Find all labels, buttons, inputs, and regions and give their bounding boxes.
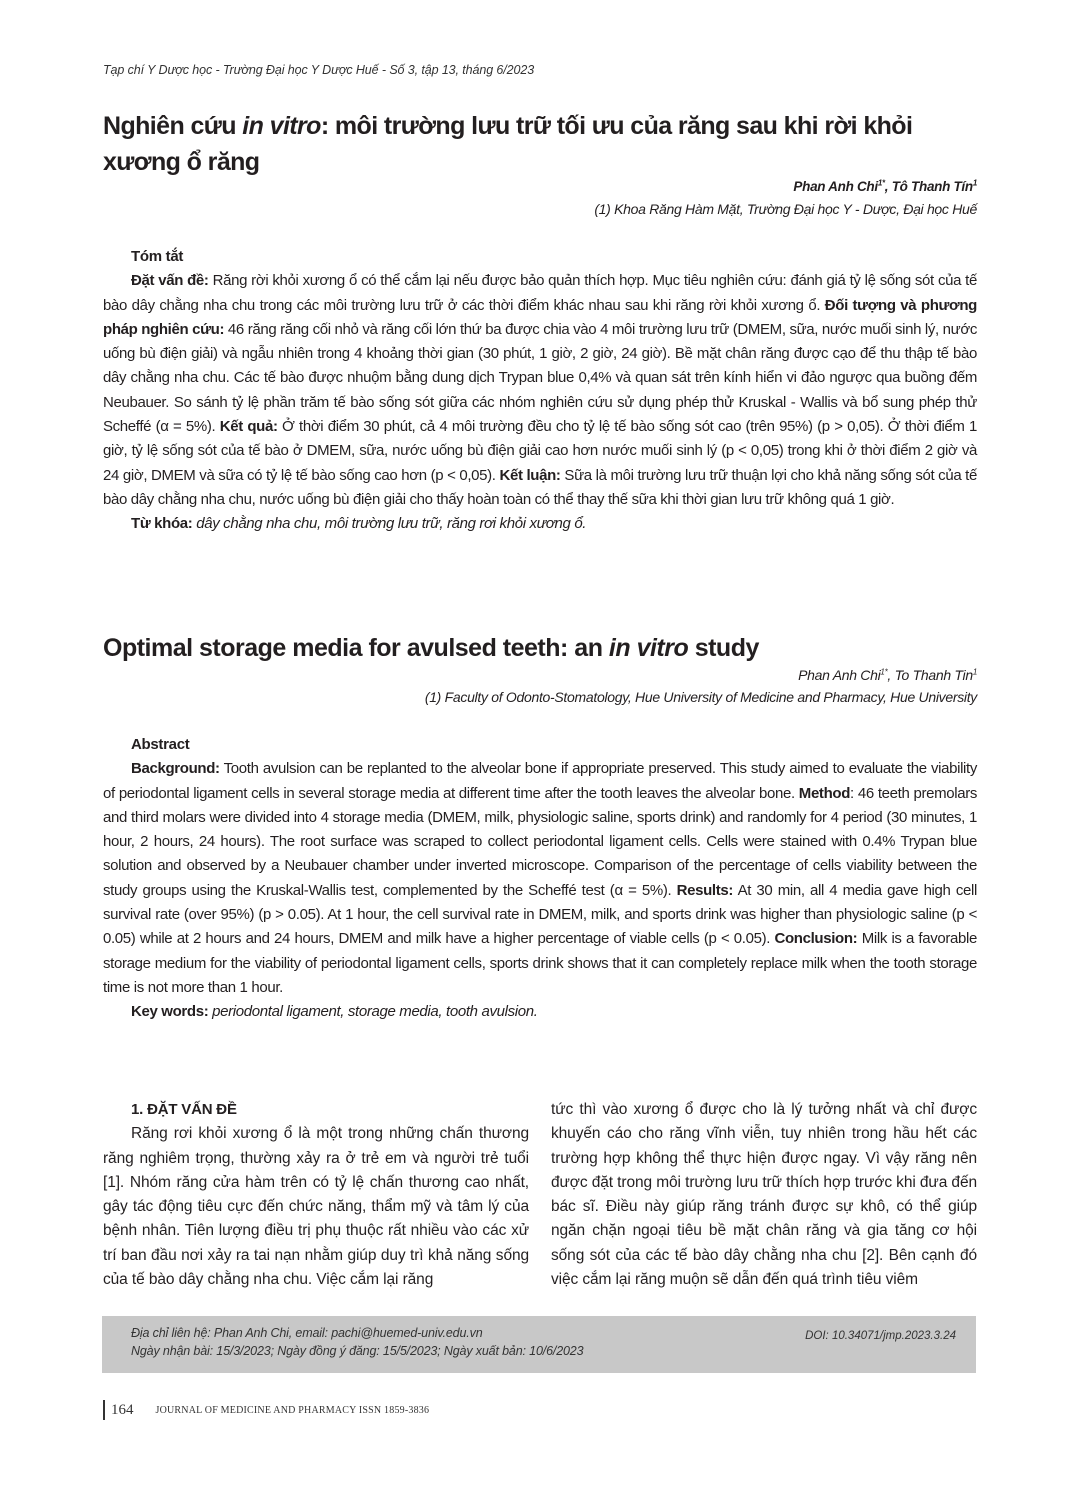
keywords-vi — [103, 512, 977, 536]
journal-name: JOURNAL OF MEDICINE AND PHARMACY ISSN 1859-3836 — [155, 1404, 430, 1416]
method-label-vi: Đối tượng và phương pháp nghiên cứu: — [103, 296, 977, 338]
article-title-vi — [103, 108, 983, 180]
body-paragraph-left: Răng rơi khỏi xương ổ là một trong những chấn thương răng nghiêm trọng, thường xảy ra ở trẻ em và người trẻ tuổi [1]. Nhóm răng cửa hàm trên có tỷ lệ chấn thương cao nhất, gây tác động tiêu cực đến chức năng, thẩm mỹ và tâm lý của bệnh nhân. Tiên lượng điều trị phụ thuộc rất nhiều vào các xử trí ban đầu nơi xảy ra tai nạn nhằm giúp duy trì khả năng sống của tế bào dây chằng nha chu. Việc cắm lại răng — [103, 1125, 529, 1289]
dates-line: Ngày nhận bài: 15/3/2023; Ngày đồng ý đăng: 15/5/2023; Ngày xuất bản: 10/6/2023 — [131, 1344, 584, 1358]
results-label-en: Results: — [676, 881, 734, 899]
author-separator-en: , — [887, 667, 895, 683]
conclusion-text-en: Milk is a favorable storage medium for the viability of periodontal ligament cells, sports drink shows that it can completely replace milk when the tooth storage time is not more than 1 hour. — [103, 930, 977, 996]
page-footer — [103, 1400, 429, 1420]
body-paragraph-right: tức thì vào xương ổ được cho là lý tưởng nhất và chỉ được khuyến cáo cho răng vĩnh viễn, tuy nhiên trong hầu hết các trường hợp không thể thực hiện được ngay. Vì vậy răng nên được đặt trong môi trường lưu trữ thích hợp trước khi đưa đến bác sĩ. Điều này giúp răng tránh được sự khô, có thể giúp ngăn chặn ngoại tiêu bề mặt chân răng và gia tăng cơ hội sống sót của các tế bào dây chằng nha chu [2]. Bên cạnh đó việc cắm lại răng muộn sẽ dẫn đến quá trình tiêu viêm — [551, 1101, 977, 1289]
conclusion-text-vi: Sữa là môi trường lưu trữ thuận lợi cho khả năng sống sót của tế bào dây chằng nha chu, nước uống bù điện giải cho thấy hoàn toàn có thể thay thế sữa khi thời gian lưu trữ không quá 1 giờ. — [103, 466, 977, 508]
method-text-vi: 46 răng răng cối nhỏ và răng cối lớn thứ ba được chia vào 4 môi trường lưu trữ (DMEM, sữa, nước muối sinh lý, nước uống bù điện giải) và ngẫu nhiên trong 4 khoảng thời gian (30 phút, 1 giờ, 2 giờ, 24 giờ). Bề mặt chân răng được cạo để thu thập tế bào dây chằng nha chu. Các tế bào được nhuộm bằng dung dịch Trypan blue 0,4% và quan sát trên kính hiển vi đảo ngược qua buồng đếm Neubauer. So sánh tỷ lệ phần trăm tế bào sống sót giữa các nhóm nghiên cứu sử dụng phép thử Kruskal - Wallis và bổ sung phép thử Scheffé (α = 5%). — [103, 320, 978, 436]
author-1-en: Phan Anh Chi — [798, 667, 881, 683]
author-2-en: To Thanh Tin — [894, 667, 973, 683]
title-en-italic: in vitro — [608, 634, 689, 662]
author-1-affil-mark: 1* — [877, 178, 885, 188]
keywords-text-vi: dây chằng nha chu, môi trường lưu trữ, răng rơi khỏi xương ổ. — [192, 515, 587, 533]
body-column-right — [551, 1098, 977, 1292]
title-en-prefix: Optimal storage media for avulsed teeth: an — [103, 634, 609, 662]
keywords-en — [103, 1000, 977, 1024]
body-column-left — [103, 1098, 529, 1292]
results-text-vi: Ở thời điểm 30 phút, cả 4 môi trường đều cho tỷ lệ tế bào sống sót cao (trên 95%) (p > 0,05). Ở thời điểm 1 giờ, tỷ lệ sống sót của tế bào ở DMEM, sữa, nước uống bù điện giải cao hơn nước muối sinh lý (p < 0,05) trong khi ở thời điểm 2 giờ và 24 giờ, DMEM và sữa có tỷ lệ tế bào sống cao hơn (p < 0,05). — [103, 418, 978, 484]
abstract-body-vi — [103, 269, 977, 512]
authors-vi — [793, 179, 977, 194]
title-en-suffix: study — [688, 634, 759, 662]
running-head: Tạp chí Y Dược học - Trường Đại học Y Dược Huế - Số 3, tập 13, tháng 6/2023 — [103, 63, 535, 77]
keywords-label-en: Key words: — [131, 1003, 209, 1021]
conclusion-label-en: Conclusion: — [774, 930, 858, 948]
title-vi-prefix: Nghiên cứu — [103, 112, 243, 140]
section-heading: 1. ĐẶT VẤN ĐỀ — [131, 1101, 237, 1118]
abstract-body-en — [103, 757, 977, 1000]
article-title-en — [103, 634, 759, 663]
authors-en — [798, 667, 977, 683]
abstract-heading-en: Abstract — [131, 736, 190, 753]
author-1: Phan Anh Chi — [793, 179, 878, 194]
keywords-text-en: periodontal ligament, storage media, tooth avulsion. — [208, 1003, 538, 1021]
affiliation-en: (1) Faculty of Odonto-Stomatology, Hue University of Medicine and Pharmacy, Hue University — [424, 689, 977, 705]
keywords-label-vi: Từ khóa: — [131, 515, 193, 533]
title-vi-suffix: : môi trường lưu trữ tối ưu của răng sau khi rời khỏi xương ổ răng — [103, 112, 913, 176]
affiliation-vi: (1) Khoa Răng Hàm Mặt, Trường Đại học Y - Dược, Đại học Huế — [594, 201, 977, 217]
title-vi-italic: in vitro — [242, 112, 321, 140]
author-1-en-affil-mark: 1* — [880, 667, 888, 677]
results-label-vi: Kết quả: — [219, 418, 278, 436]
doi-label: DOI: 10.34071/jmp.2023.3.24 — [805, 1330, 956, 1342]
page-number: 164 — [111, 1401, 134, 1418]
method-label-en: Method — [798, 784, 851, 802]
author-2-affil-mark: 1 — [972, 178, 977, 188]
author-separator: , — [884, 179, 892, 194]
background-text-vi: Răng rời khỏi xương ổ có thể cắm lại nếu được bảo quản thích hợp. Mục tiêu nghiên cứu: đánh giá tỷ lệ sống sót của tế bào dây chằng nha chu trong các môi trường lưu trữ ở các thời điểm khác nhau sau khi răng rời khỏi xương ổ. — [103, 272, 977, 314]
conclusion-label-vi: Kết luận: — [499, 466, 561, 484]
author-2-en-affil-mark: 1 — [972, 667, 977, 677]
abstract-vi — [103, 245, 977, 537]
background-label-en: Background: — [131, 760, 220, 778]
method-text-en: : 46 teeth premolars and third molars were divided into 4 storage media (DMEM, milk, physiologic saline, sports drink) and randomly for 4 period (30 minutes, 1 hour, 2 hours, 24 hours). The root surface was scraped to collect periodontal ligament cells. Cells were stained with 0.4% Trypan blue solution and observed by a Neubauer chamber under inverted microscope. Comparison of the percentage of cells viability between the study groups using the Kruskal-Wallis test, complemented by the Scheffé test (α = 5%). — [103, 784, 977, 899]
contact-line: Địa chỉ liên hệ: Phan Anh Chi, email: pachi@huemed-univ.edu.vn — [131, 1326, 483, 1340]
background-label-vi: Đặt vấn đề: — [131, 272, 209, 290]
background-text-en: Tooth avulsion can be replanted to the alveolar bone if appropriate preserved. This study aimed to evaluate the viability of periodontal ligament cells in several storage media at different time after the tooth leaves the alveolar bone. — [103, 760, 977, 802]
abstract-heading-vi: Tóm tắt — [131, 248, 184, 265]
author-2: Tô Thanh Tín — [891, 179, 973, 194]
abstract-en — [103, 733, 977, 1025]
correspondence-box — [102, 1316, 976, 1373]
results-text-en: At 30 min, all 4 media gave high cell survival rate (over 95%) (p > 0.05). At 1 hour, the cell survival rate in DMEM, milk, and sports drink was higher than physiologic saline (p < 0.05) while at 2 hours and 24 hours, DMEM and milk have a higher percentage of viable cells (p < 0.05). — [103, 881, 977, 948]
footer-rule — [103, 1400, 105, 1420]
